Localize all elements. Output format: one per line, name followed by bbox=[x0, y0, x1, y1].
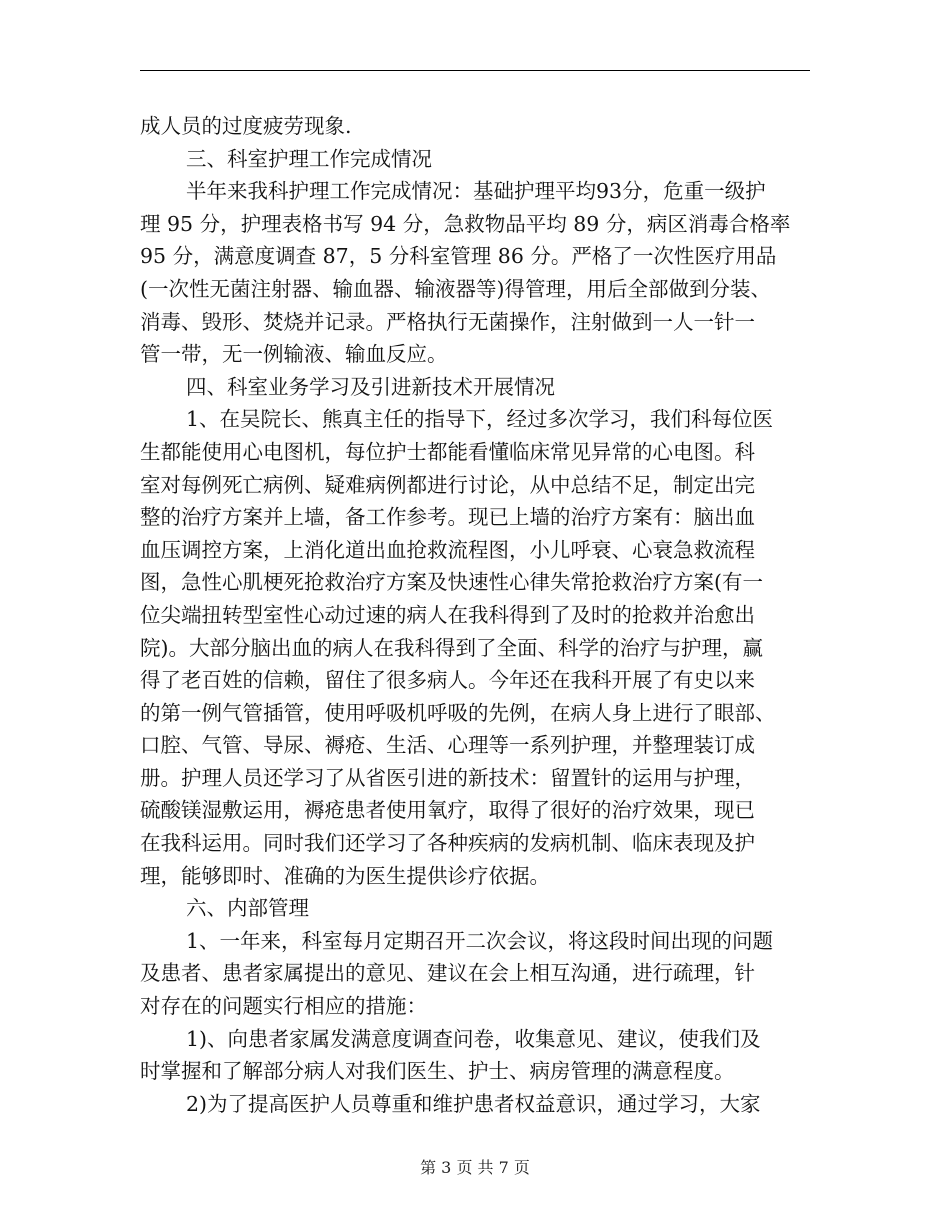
text-line: 半年来我科护理工作完成情况：基础护理平均93分，危重一级护 bbox=[186, 179, 766, 204]
text-line: 硫酸镁湿敷运用，褥疮患者使用氧疗，取得了很好的治疗效果，现已 bbox=[140, 798, 755, 823]
document-body bbox=[140, 110, 810, 1120]
text-line: 六、内部管理 bbox=[186, 896, 309, 921]
text-line: 位尖端扭转型室性心动过速的病人在我科得到了及时的抢救并治愈出 bbox=[140, 602, 755, 627]
text-line: 对存在的问题实行相应的措施： bbox=[140, 994, 427, 1019]
text-line: 四、科室业务学习及引进新技术开展情况 bbox=[186, 374, 555, 399]
page-footer: 第 3 页 共 7 页 bbox=[420, 1158, 530, 1177]
text-line: 理 95 分，护理表格书写 94 分，急救物品平均 89 分，病区消毒合格率 bbox=[140, 211, 791, 236]
text-line: 的第一例气管插管，使用呼吸机呼吸的先例，在病人身上进行了眼部、 bbox=[140, 700, 776, 725]
text-line: 在我科运用。同时我们还学习了各种疾病的发病机制、临床表现及护 bbox=[140, 831, 755, 856]
text-line: (一次性无菌注射器、输血器、输液器等)得管理，用后全部做到分装、 bbox=[140, 276, 771, 301]
text-line: 三、科室护理工作完成情况 bbox=[186, 146, 432, 171]
text-line: 管一带，无一例输液、输血反应。 bbox=[140, 342, 448, 367]
text-line: 1、一年来，科室每月定期召开二次会议，将这段时间出现的问题 bbox=[186, 928, 774, 953]
text-line: 整的治疗方案并上墙，备工作参考。现已上墙的治疗方案有：脑出血 bbox=[140, 505, 755, 530]
text-line: 1、在吴院长、熊真主任的指导下，经过多次学习，我们科每位医 bbox=[186, 407, 774, 432]
text-line: 生都能使用心电图机，每位护士都能看懂临床常见异常的心电图。科 bbox=[140, 439, 755, 464]
text-line: 成人员的过度疲劳现象. bbox=[140, 114, 352, 138]
text-line: 得了老百姓的信赖，留住了很多病人。今年还在我科开展了有史以来 bbox=[140, 668, 755, 693]
text-line: 理，能够即时、准确的为医生提供诊疗依据。 bbox=[140, 863, 550, 888]
text-line: 2)为了提高医护人员尊重和维护患者权益意识，通过学习，大家 bbox=[186, 1091, 761, 1116]
text-line: 及患者、患者家属提出的意见、建议在会上相互沟通，进行疏理，针 bbox=[140, 961, 755, 986]
text-line: 口腔、气管、导尿、褥疮、生活、心理等一系列护理，并整理装订成 bbox=[140, 733, 755, 758]
text-line: 95 分，满意度调查 87，5 分科室管理 86 分。严格了一次性医疗用品 bbox=[140, 244, 777, 269]
text-line: 册。护理人员还学习了从省医引进的新技术：留置针的运用与护理， bbox=[140, 765, 755, 790]
text-line: 1)、向患者家属发满意度调查问卷，收集意见、建议，使我们及 bbox=[186, 1026, 761, 1051]
text-line: 室对每例死亡病例、疑难病例都进行讨论，从中总结不足，制定出完 bbox=[140, 472, 755, 497]
text-line: 消毒、毁形、焚烧并记录。严格执行无菌操作，注射做到一人一针一 bbox=[140, 309, 755, 334]
text-line: 图，急性心肌梗死抢救治疗方案及快速性心律失常抢救治疗方案(有一 bbox=[140, 570, 763, 595]
text-line: 血压调控方案，上消化道出血抢救流程图，小儿呼衰、心衰急救流程 bbox=[140, 537, 755, 562]
text-line: 院)。大部分脑出血的病人在我科得到了全面、科学的治疗与护理，赢 bbox=[140, 635, 763, 660]
header-rule bbox=[140, 70, 810, 71]
text-line: 时掌握和了解部分病人对我们医生、护士、病房管理的满意程度。 bbox=[140, 1059, 735, 1084]
